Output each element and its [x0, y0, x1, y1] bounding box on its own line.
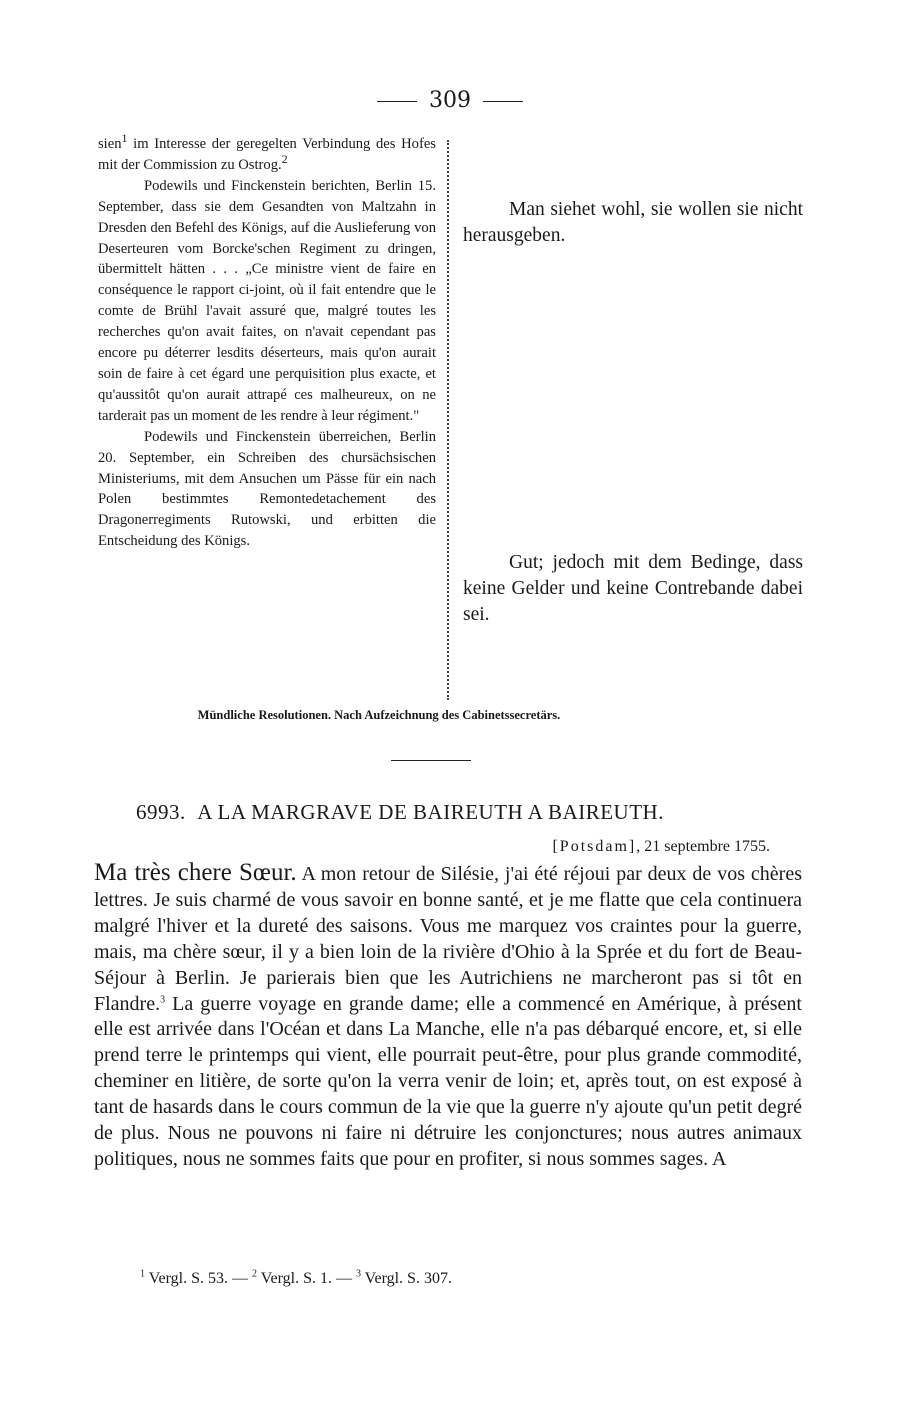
- left-para1-text-a: sien: [98, 136, 122, 152]
- letter-body: [94, 860, 802, 1173]
- resolution-1-text: Man siehet wohl, sie wollen sie nicht herausgeben.: [463, 199, 803, 246]
- column-separator: [447, 140, 449, 700]
- footnote-text: Vergl. S. 307.: [360, 1270, 452, 1287]
- dateline-date: , 21 septembre 1755.: [636, 838, 770, 855]
- footnote-text: Vergl. S. 1. —: [256, 1270, 356, 1287]
- footnote-mark: 2: [251, 1268, 257, 1280]
- footnotes: [140, 1270, 452, 1288]
- letter-text-a: A mon retour de Silésie, j'ai été réjoui par deux de vos chères lettres. Je suis charmé de vous savoir en bonne santé, et je me flatte que cela continuera malgré l'hiver et la dureté des saisons. Vous me marquez vos craintes pour la guerre, mais, ma chère sœur, il y a bien loin de la rivière d'Ohio à la Sprée et du fort de Beau-Séjour à Berlin. Je parierais bien que les Autrichiens ne marcheront pas si tôt en Flandre.: [94, 863, 802, 1015]
- document-number: 6993.: [136, 800, 186, 824]
- left-para1-text-b: im Interesse der geregelten Verbindung des Hofes mit der Commission zu Ostrog.: [98, 136, 436, 173]
- page-header: [0, 88, 900, 113]
- page-number: 309: [429, 88, 471, 113]
- resolution-2-text: Gut; jedoch mit dem Bedinge, dass keine Gelder und keine Contrebande dabei sei.: [463, 552, 803, 625]
- document-title: A LA MARGRAVE DE BAIREUTH A BAIREUTH.: [197, 800, 664, 824]
- dateline: [552, 838, 770, 856]
- footnote-mark: 1: [140, 1268, 145, 1280]
- resolutions-caption: Mündliche Resolutionen. Nach Aufzeichnung des Cabinetssecretärs.: [197, 708, 561, 722]
- salutation: Ma très chere Sœur.: [94, 859, 297, 886]
- footnote-ref-3: 3: [160, 993, 166, 1005]
- header-dash-right: [483, 101, 523, 102]
- king-resolution-1: [463, 197, 803, 249]
- dateline-place: [Potsdam]: [552, 838, 637, 855]
- king-resolution-2: [463, 550, 803, 628]
- left-column: [98, 131, 436, 552]
- footnote-mark: 3: [355, 1268, 361, 1280]
- letter-text-b: La guerre voyage en grande dame; elle a commencé en Amérique, à présent elle est arrivée dans l'Océan et dans La Manche, elle n'a pas débarqué encore, et, si elle prend terre le printemps qui vient, elle pourrait peut-être, pour plus grande commodité, cheminer en litière, de sorte qu'on la verra venir de loin; et, après tout, on est exposé à tant de hasards dans le cours commun de la vie que la guerre n'y ajoute qu'un petit degré de plus. Nous ne pouvons ni faire ni détruire les conjonctures; nous autres animaux politiques, nous ne sommes faits que pour en profiter, si nous sommes sages. A: [94, 992, 802, 1170]
- section-divider: [391, 760, 471, 761]
- letter-paragraph: [94, 860, 802, 1173]
- footnote-text: Vergl. S. 53. —: [145, 1270, 252, 1287]
- footnote-ref-1: 1: [121, 131, 128, 146]
- document-heading: [136, 800, 664, 825]
- footnote-ref-2: 2: [281, 152, 288, 167]
- left-paragraph-1: [98, 131, 436, 176]
- header-dash-left: [377, 101, 417, 102]
- left-paragraph-3: Podewils und Finckenstein überreichen, Berlin 20. September, ein Schreiben des chursächsischen Ministeriums, mit dem Ansuchen um Pässe für ein nach Polen bestimmtes Remontedetachement des Dragonerregiments Rutowski, und erbitten die Entscheidung des Königs.: [98, 428, 436, 550]
- left-paragraph-2: Podewils und Finckenstein berichten, Berlin 15. September, dass sie dem Gesandten von Maltzahn in Dresden den Befehl des Königs, auf die Auslieferung von Deserteuren vom Borcke'schen Regiment zu dringen, übermittelt hätten . . . „Ce ministre vient de faire en conséquence le rapport ci-joint, où il fait entendre que le comte de Brühl l'avait assuré que, malgré toutes les recherches qu'on avait faites, on n'avait cependant pas encore pu déterrer lesdits déserteurs, mais qu'on aurait soin de faire à cet égard une perquisition plus exacte, et qu'aussitôt qu'on aurait attrapé ces malheureux, on ne tarderait pas un moment de les rendre à leur régiment.": [98, 177, 436, 424]
